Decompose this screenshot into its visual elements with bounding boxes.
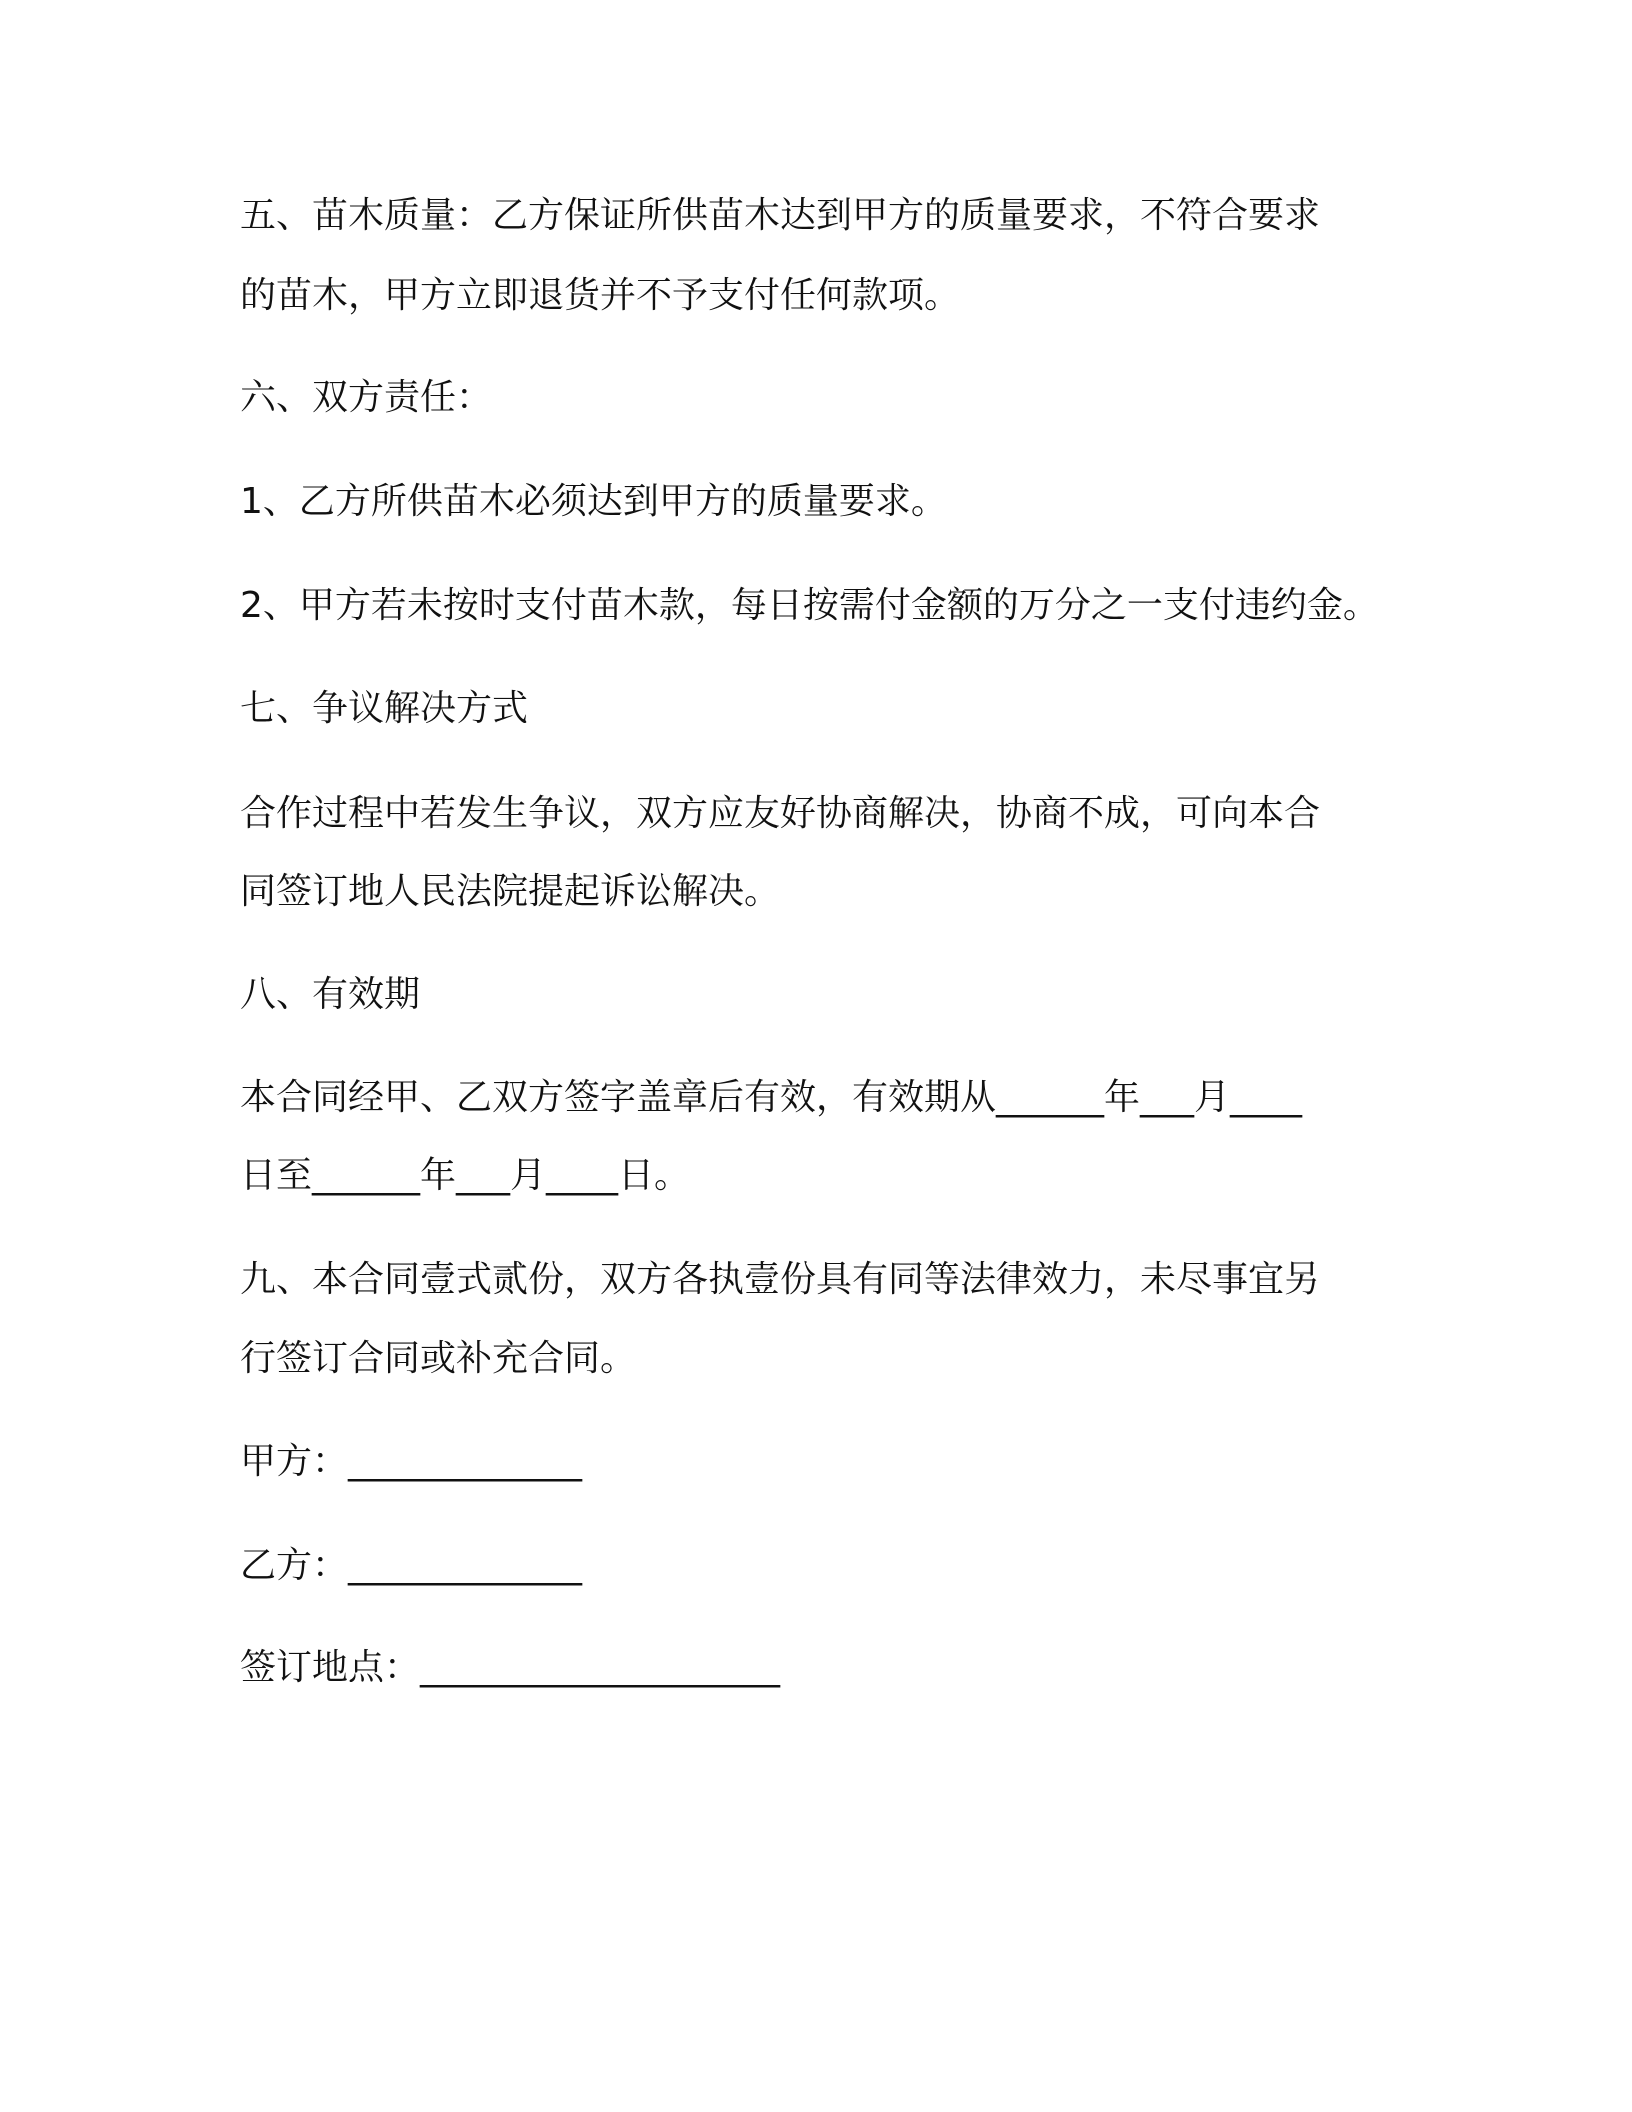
section-7-line-2: 同签订地人民法院提起诉讼解决。 (240, 871, 781, 912)
party-b-signature-line: 乙方：_____________ (240, 1545, 583, 1586)
section-5-line-2: 的苗木，甲方立即退货并不予支付任何款项。 (240, 275, 961, 316)
section-8-line-2: 日至______年___月____日。 (240, 1155, 691, 1196)
section-9-line-1: 九、本合同壹式贰份，双方各执壹份具有同等法律效力，未尽事宜另 (240, 1259, 1321, 1300)
section-8-line-1: 本合同经甲、乙双方签字盖章后有效，有效期从______年___月____ (240, 1077, 1303, 1118)
section-6-heading: 六、双方责任： (240, 377, 493, 418)
signing-place-line: 签订地点：____________________ (240, 1647, 781, 1688)
section-7-heading: 七、争议解决方式 (240, 688, 529, 729)
section-6-item-2: 2、甲方若未按时支付苗木款，每日按需付金额的万分之一支付违约金。 (240, 585, 1379, 626)
section-9-line-2: 行签订合同或补充合同。 (240, 1338, 637, 1379)
section-6-item-1: 1、乙方所供苗木必须达到甲方的质量要求。 (240, 481, 947, 522)
section-5-line-1: 五、苗木质量：乙方保证所供苗木达到甲方的质量要求，不符合要求 (240, 195, 1321, 236)
section-8-heading: 八、有效期 (240, 974, 421, 1015)
party-a-signature-line: 甲方：_____________ (240, 1441, 583, 1482)
section-7-line-1: 合作过程中若发生争议，双方应友好协商解决，协商不成，可向本合 (240, 793, 1321, 834)
